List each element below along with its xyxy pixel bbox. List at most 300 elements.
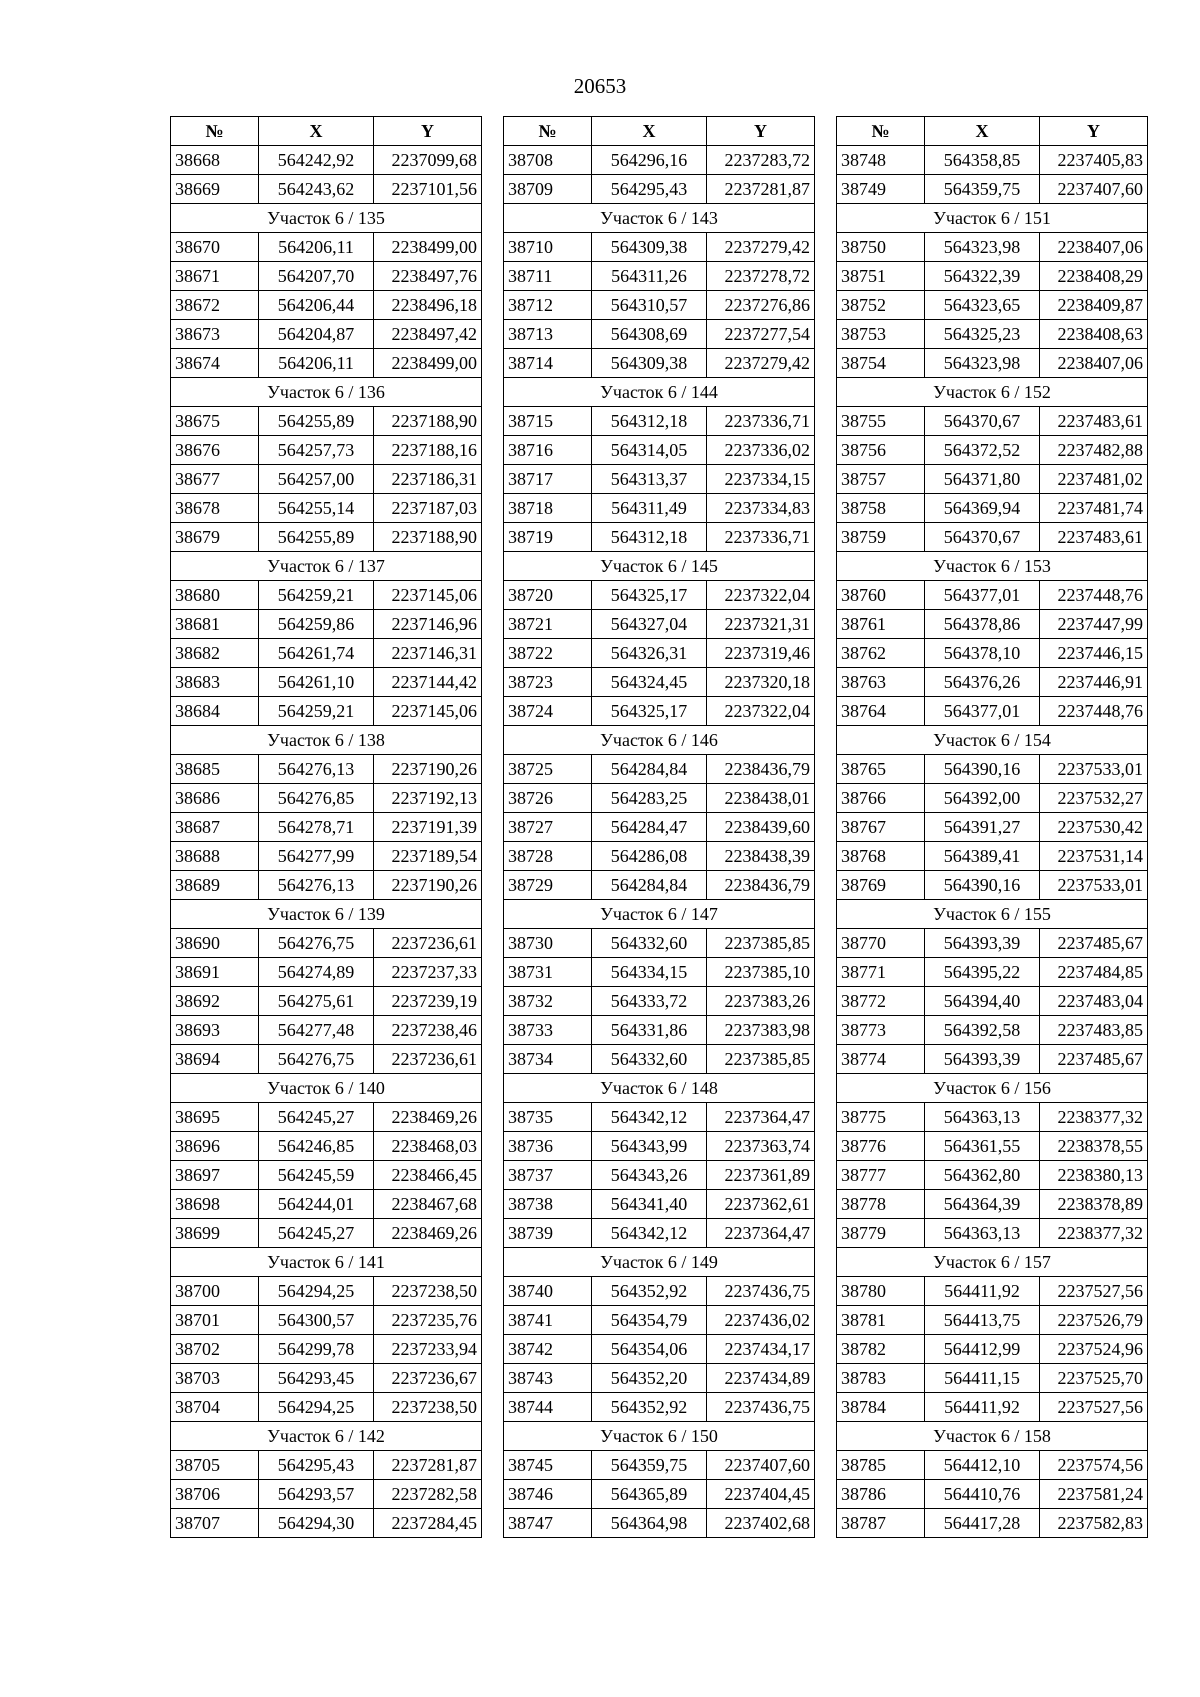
y-coordinate: 2237483,61 bbox=[1040, 523, 1148, 552]
section-title: Участок 6 / 149 bbox=[504, 1248, 815, 1277]
point-number: 38757 bbox=[837, 465, 925, 494]
point-number: 38739 bbox=[504, 1219, 592, 1248]
x-coordinate: 564284,84 bbox=[592, 871, 707, 900]
section-row bbox=[171, 1074, 482, 1103]
point-number: 38705 bbox=[171, 1451, 259, 1480]
table-row bbox=[504, 1045, 815, 1074]
x-coordinate: 564325,17 bbox=[592, 581, 707, 610]
table-row bbox=[504, 987, 815, 1016]
x-coordinate: 564410,76 bbox=[925, 1480, 1040, 1509]
x-coordinate: 564376,26 bbox=[925, 668, 1040, 697]
y-coordinate: 2237436,75 bbox=[707, 1277, 815, 1306]
y-coordinate: 2237238,50 bbox=[374, 1277, 482, 1306]
table-row bbox=[171, 320, 482, 349]
point-number: 38784 bbox=[837, 1393, 925, 1422]
section-row bbox=[504, 726, 815, 755]
x-coordinate: 564412,99 bbox=[925, 1335, 1040, 1364]
point-number: 38747 bbox=[504, 1509, 592, 1538]
point-number: 38765 bbox=[837, 755, 925, 784]
y-coordinate: 2237319,46 bbox=[707, 639, 815, 668]
y-coordinate: 2237236,67 bbox=[374, 1364, 482, 1393]
section-row bbox=[171, 1248, 482, 1277]
table-row bbox=[837, 958, 1148, 987]
point-number: 38709 bbox=[504, 175, 592, 204]
table-row bbox=[171, 465, 482, 494]
point-number: 38718 bbox=[504, 494, 592, 523]
point-number: 38673 bbox=[171, 320, 259, 349]
section-row bbox=[171, 900, 482, 929]
table-row bbox=[171, 1364, 482, 1393]
table-row bbox=[837, 349, 1148, 378]
table-row bbox=[837, 233, 1148, 262]
y-coordinate: 2237284,45 bbox=[374, 1509, 482, 1538]
section-title: Участок 6 / 144 bbox=[504, 378, 815, 407]
x-coordinate: 564394,40 bbox=[925, 987, 1040, 1016]
y-coordinate: 2238438,01 bbox=[707, 784, 815, 813]
x-coordinate: 564326,31 bbox=[592, 639, 707, 668]
y-coordinate: 2238407,06 bbox=[1040, 233, 1148, 262]
table-row bbox=[837, 871, 1148, 900]
x-coordinate: 564331,86 bbox=[592, 1016, 707, 1045]
y-coordinate: 2237191,39 bbox=[374, 813, 482, 842]
table-row bbox=[171, 1480, 482, 1509]
y-coordinate: 2238436,79 bbox=[707, 871, 815, 900]
x-coordinate: 564342,12 bbox=[592, 1219, 707, 1248]
y-coordinate: 2237436,02 bbox=[707, 1306, 815, 1335]
x-coordinate: 564411,92 bbox=[925, 1277, 1040, 1306]
section-title: Участок 6 / 148 bbox=[504, 1074, 815, 1103]
y-coordinate: 2237235,76 bbox=[374, 1306, 482, 1335]
table-row bbox=[504, 1190, 815, 1219]
y-coordinate: 2237446,91 bbox=[1040, 668, 1148, 697]
y-coordinate: 2237188,90 bbox=[374, 407, 482, 436]
x-coordinate: 564370,67 bbox=[925, 523, 1040, 552]
point-number: 38738 bbox=[504, 1190, 592, 1219]
table-header-row bbox=[171, 117, 482, 146]
y-coordinate: 2238469,26 bbox=[374, 1219, 482, 1248]
point-number: 38749 bbox=[837, 175, 925, 204]
table-row bbox=[504, 1132, 815, 1161]
y-coordinate: 2237188,90 bbox=[374, 523, 482, 552]
section-title: Участок 6 / 139 bbox=[171, 900, 482, 929]
point-number: 38781 bbox=[837, 1306, 925, 1335]
point-number: 38759 bbox=[837, 523, 925, 552]
table-row bbox=[837, 842, 1148, 871]
x-coordinate: 564276,85 bbox=[259, 784, 374, 813]
table-row bbox=[504, 1219, 815, 1248]
section-row bbox=[171, 552, 482, 581]
x-coordinate: 564295,43 bbox=[592, 175, 707, 204]
table-row bbox=[504, 1277, 815, 1306]
y-coordinate: 2237187,03 bbox=[374, 494, 482, 523]
section-title: Участок 6 / 145 bbox=[504, 552, 815, 581]
point-number: 38773 bbox=[837, 1016, 925, 1045]
table-row bbox=[171, 610, 482, 639]
point-number: 38736 bbox=[504, 1132, 592, 1161]
x-coordinate: 564296,16 bbox=[592, 146, 707, 175]
point-number: 38688 bbox=[171, 842, 259, 871]
y-coordinate: 2237483,85 bbox=[1040, 1016, 1148, 1045]
x-coordinate: 564343,99 bbox=[592, 1132, 707, 1161]
y-coordinate: 2237279,42 bbox=[707, 233, 815, 262]
table-row bbox=[837, 1306, 1148, 1335]
point-number: 38676 bbox=[171, 436, 259, 465]
point-number: 38721 bbox=[504, 610, 592, 639]
x-coordinate: 564284,84 bbox=[592, 755, 707, 784]
table-row bbox=[171, 1132, 482, 1161]
y-coordinate: 2237530,42 bbox=[1040, 813, 1148, 842]
table-row bbox=[837, 436, 1148, 465]
point-number: 38745 bbox=[504, 1451, 592, 1480]
y-coordinate: 2237101,56 bbox=[374, 175, 482, 204]
table-row bbox=[504, 1393, 815, 1422]
table-row bbox=[504, 1306, 815, 1335]
x-coordinate: 564411,92 bbox=[925, 1393, 1040, 1422]
y-coordinate: 2237385,10 bbox=[707, 958, 815, 987]
table-row bbox=[504, 436, 815, 465]
x-coordinate: 564204,87 bbox=[259, 320, 374, 349]
table-row bbox=[504, 175, 815, 204]
x-coordinate: 564352,92 bbox=[592, 1277, 707, 1306]
point-number: 38768 bbox=[837, 842, 925, 871]
table-row bbox=[837, 668, 1148, 697]
table-row bbox=[504, 581, 815, 610]
table-row bbox=[837, 262, 1148, 291]
point-number: 38746 bbox=[504, 1480, 592, 1509]
point-number: 38678 bbox=[171, 494, 259, 523]
section-title: Участок 6 / 136 bbox=[171, 378, 482, 407]
y-coordinate: 2237436,75 bbox=[707, 1393, 815, 1422]
y-coordinate: 2237336,71 bbox=[707, 523, 815, 552]
x-coordinate: 564311,49 bbox=[592, 494, 707, 523]
x-coordinate: 564286,08 bbox=[592, 842, 707, 871]
table-row bbox=[171, 523, 482, 552]
table-row bbox=[171, 291, 482, 320]
y-coordinate: 2237402,68 bbox=[707, 1509, 815, 1538]
point-number: 38700 bbox=[171, 1277, 259, 1306]
x-coordinate: 564389,41 bbox=[925, 842, 1040, 871]
point-number: 38734 bbox=[504, 1045, 592, 1074]
x-coordinate: 564309,38 bbox=[592, 233, 707, 262]
y-coordinate: 2237279,42 bbox=[707, 349, 815, 378]
y-coordinate: 2238407,06 bbox=[1040, 349, 1148, 378]
x-coordinate: 564312,18 bbox=[592, 407, 707, 436]
y-coordinate: 2237189,54 bbox=[374, 842, 482, 871]
point-number: 38675 bbox=[171, 407, 259, 436]
point-number: 38740 bbox=[504, 1277, 592, 1306]
point-number: 38743 bbox=[504, 1364, 592, 1393]
x-coordinate: 564362,80 bbox=[925, 1161, 1040, 1190]
x-coordinate: 564371,80 bbox=[925, 465, 1040, 494]
table-row bbox=[504, 262, 815, 291]
y-coordinate: 2237363,74 bbox=[707, 1132, 815, 1161]
point-number: 38706 bbox=[171, 1480, 259, 1509]
coordinates-table-3 bbox=[836, 116, 1148, 1538]
y-coordinate: 2237276,86 bbox=[707, 291, 815, 320]
y-coordinate: 2237236,61 bbox=[374, 1045, 482, 1074]
table-row bbox=[837, 581, 1148, 610]
section-row bbox=[504, 900, 815, 929]
point-number: 38770 bbox=[837, 929, 925, 958]
x-coordinate: 564359,75 bbox=[925, 175, 1040, 204]
x-coordinate: 564275,61 bbox=[259, 987, 374, 1016]
point-number: 38772 bbox=[837, 987, 925, 1016]
y-coordinate: 2238377,32 bbox=[1040, 1219, 1148, 1248]
table-row bbox=[171, 958, 482, 987]
header-num: № bbox=[171, 117, 259, 146]
point-number: 38703 bbox=[171, 1364, 259, 1393]
x-coordinate: 564411,15 bbox=[925, 1364, 1040, 1393]
point-number: 38774 bbox=[837, 1045, 925, 1074]
x-coordinate: 564309,38 bbox=[592, 349, 707, 378]
section-title: Участок 6 / 135 bbox=[171, 204, 482, 233]
point-number: 38720 bbox=[504, 581, 592, 610]
coordinates-table-2 bbox=[503, 116, 815, 1538]
table-row bbox=[504, 1480, 815, 1509]
x-coordinate: 564207,70 bbox=[259, 262, 374, 291]
point-number: 38754 bbox=[837, 349, 925, 378]
table-row bbox=[504, 465, 815, 494]
x-coordinate: 564278,71 bbox=[259, 813, 374, 842]
y-coordinate: 2237483,04 bbox=[1040, 987, 1148, 1016]
point-number: 38696 bbox=[171, 1132, 259, 1161]
y-coordinate: 2237336,71 bbox=[707, 407, 815, 436]
table-row bbox=[171, 639, 482, 668]
y-coordinate: 2237145,06 bbox=[374, 581, 482, 610]
table-row bbox=[171, 1161, 482, 1190]
table-row bbox=[837, 987, 1148, 1016]
section-title: Участок 6 / 151 bbox=[837, 204, 1148, 233]
y-coordinate: 2237405,83 bbox=[1040, 146, 1148, 175]
point-number: 38762 bbox=[837, 639, 925, 668]
section-row bbox=[837, 726, 1148, 755]
header-y: Y bbox=[374, 117, 482, 146]
table-row bbox=[171, 1306, 482, 1335]
x-coordinate: 564276,75 bbox=[259, 1045, 374, 1074]
table-row bbox=[837, 813, 1148, 842]
point-number: 38780 bbox=[837, 1277, 925, 1306]
x-coordinate: 564314,05 bbox=[592, 436, 707, 465]
x-coordinate: 564261,74 bbox=[259, 639, 374, 668]
point-number: 38766 bbox=[837, 784, 925, 813]
point-number: 38779 bbox=[837, 1219, 925, 1248]
point-number: 38697 bbox=[171, 1161, 259, 1190]
y-coordinate: 2237145,06 bbox=[374, 697, 482, 726]
table-row bbox=[837, 1016, 1148, 1045]
point-number: 38717 bbox=[504, 465, 592, 494]
point-number: 38742 bbox=[504, 1335, 592, 1364]
y-coordinate: 2237320,18 bbox=[707, 668, 815, 697]
header-y: Y bbox=[707, 117, 815, 146]
section-title: Участок 6 / 150 bbox=[504, 1422, 815, 1451]
x-coordinate: 564365,89 bbox=[592, 1480, 707, 1509]
point-number: 38722 bbox=[504, 639, 592, 668]
point-number: 38776 bbox=[837, 1132, 925, 1161]
x-coordinate: 564354,79 bbox=[592, 1306, 707, 1335]
x-coordinate: 564363,13 bbox=[925, 1219, 1040, 1248]
table-row bbox=[171, 1335, 482, 1364]
x-coordinate: 564372,52 bbox=[925, 436, 1040, 465]
y-coordinate: 2237144,42 bbox=[374, 668, 482, 697]
table-row bbox=[171, 929, 482, 958]
x-coordinate: 564259,21 bbox=[259, 581, 374, 610]
table-row bbox=[837, 175, 1148, 204]
point-number: 38683 bbox=[171, 668, 259, 697]
table-row bbox=[171, 697, 482, 726]
x-coordinate: 564342,12 bbox=[592, 1103, 707, 1132]
table-row bbox=[837, 1509, 1148, 1538]
section-row bbox=[837, 378, 1148, 407]
x-coordinate: 564334,15 bbox=[592, 958, 707, 987]
y-coordinate: 2237533,01 bbox=[1040, 755, 1148, 784]
point-number: 38679 bbox=[171, 523, 259, 552]
table-row bbox=[171, 1103, 482, 1132]
x-coordinate: 564261,10 bbox=[259, 668, 374, 697]
table-row bbox=[504, 610, 815, 639]
point-number: 38708 bbox=[504, 146, 592, 175]
x-coordinate: 564325,17 bbox=[592, 697, 707, 726]
table-row bbox=[504, 1016, 815, 1045]
section-title: Участок 6 / 147 bbox=[504, 900, 815, 929]
y-coordinate: 2237322,04 bbox=[707, 697, 815, 726]
section-title: Участок 6 / 141 bbox=[171, 1248, 482, 1277]
y-coordinate: 2237237,33 bbox=[374, 958, 482, 987]
y-coordinate: 2237099,68 bbox=[374, 146, 482, 175]
y-coordinate: 2237482,88 bbox=[1040, 436, 1148, 465]
y-coordinate: 2237190,26 bbox=[374, 755, 482, 784]
point-number: 38728 bbox=[504, 842, 592, 871]
x-coordinate: 564392,00 bbox=[925, 784, 1040, 813]
table-row bbox=[171, 146, 482, 175]
y-coordinate: 2237581,24 bbox=[1040, 1480, 1148, 1509]
x-coordinate: 564276,13 bbox=[259, 871, 374, 900]
table-row bbox=[837, 1335, 1148, 1364]
point-number: 38767 bbox=[837, 813, 925, 842]
point-number: 38755 bbox=[837, 407, 925, 436]
point-number: 38751 bbox=[837, 262, 925, 291]
table-row bbox=[171, 813, 482, 842]
point-number: 38714 bbox=[504, 349, 592, 378]
table-row bbox=[504, 407, 815, 436]
table-row bbox=[837, 320, 1148, 349]
table-row bbox=[171, 494, 482, 523]
point-number: 38730 bbox=[504, 929, 592, 958]
table-row bbox=[837, 697, 1148, 726]
point-number: 38698 bbox=[171, 1190, 259, 1219]
x-coordinate: 564325,23 bbox=[925, 320, 1040, 349]
y-coordinate: 2237192,13 bbox=[374, 784, 482, 813]
point-number: 38787 bbox=[837, 1509, 925, 1538]
x-coordinate: 564393,39 bbox=[925, 1045, 1040, 1074]
table-row bbox=[504, 1364, 815, 1393]
y-coordinate: 2237238,50 bbox=[374, 1393, 482, 1422]
table-row bbox=[171, 842, 482, 871]
point-number: 38685 bbox=[171, 755, 259, 784]
point-number: 38670 bbox=[171, 233, 259, 262]
x-coordinate: 564246,85 bbox=[259, 1132, 374, 1161]
table-row bbox=[837, 1219, 1148, 1248]
x-coordinate: 564323,65 bbox=[925, 291, 1040, 320]
table-row bbox=[837, 929, 1148, 958]
x-coordinate: 564277,99 bbox=[259, 842, 374, 871]
x-coordinate: 564393,39 bbox=[925, 929, 1040, 958]
x-coordinate: 564245,27 bbox=[259, 1103, 374, 1132]
x-coordinate: 564370,67 bbox=[925, 407, 1040, 436]
point-number: 38761 bbox=[837, 610, 925, 639]
y-coordinate: 2237278,72 bbox=[707, 262, 815, 291]
table-row bbox=[504, 523, 815, 552]
y-coordinate: 2237527,56 bbox=[1040, 1393, 1148, 1422]
y-coordinate: 2237190,26 bbox=[374, 871, 482, 900]
x-coordinate: 564257,73 bbox=[259, 436, 374, 465]
section-title: Участок 6 / 155 bbox=[837, 900, 1148, 929]
table-row bbox=[837, 407, 1148, 436]
section-row bbox=[837, 1074, 1148, 1103]
x-coordinate: 564417,28 bbox=[925, 1509, 1040, 1538]
x-coordinate: 564274,89 bbox=[259, 958, 374, 987]
y-coordinate: 2237146,96 bbox=[374, 610, 482, 639]
y-coordinate: 2237531,14 bbox=[1040, 842, 1148, 871]
table-row bbox=[837, 1132, 1148, 1161]
x-coordinate: 564361,55 bbox=[925, 1132, 1040, 1161]
point-number: 38693 bbox=[171, 1016, 259, 1045]
section-row bbox=[171, 726, 482, 755]
y-coordinate: 2237448,76 bbox=[1040, 581, 1148, 610]
x-coordinate: 564300,57 bbox=[259, 1306, 374, 1335]
section-row bbox=[837, 1422, 1148, 1451]
point-number: 38782 bbox=[837, 1335, 925, 1364]
x-coordinate: 564245,59 bbox=[259, 1161, 374, 1190]
table-row bbox=[504, 291, 815, 320]
table-row bbox=[171, 581, 482, 610]
x-coordinate: 564277,48 bbox=[259, 1016, 374, 1045]
x-coordinate: 564294,25 bbox=[259, 1393, 374, 1422]
section-row bbox=[504, 204, 815, 233]
point-number: 38674 bbox=[171, 349, 259, 378]
point-number: 38775 bbox=[837, 1103, 925, 1132]
y-coordinate: 2237434,17 bbox=[707, 1335, 815, 1364]
y-coordinate: 2238497,76 bbox=[374, 262, 482, 291]
header-x: X bbox=[592, 117, 707, 146]
y-coordinate: 2238409,87 bbox=[1040, 291, 1148, 320]
section-row bbox=[504, 1074, 815, 1103]
x-coordinate: 564352,20 bbox=[592, 1364, 707, 1393]
point-number: 38778 bbox=[837, 1190, 925, 1219]
y-coordinate: 2237532,27 bbox=[1040, 784, 1148, 813]
section-title: Участок 6 / 154 bbox=[837, 726, 1148, 755]
x-coordinate: 564395,22 bbox=[925, 958, 1040, 987]
x-coordinate: 564390,16 bbox=[925, 871, 1040, 900]
table-row bbox=[171, 1277, 482, 1306]
x-coordinate: 564358,85 bbox=[925, 146, 1040, 175]
table-row bbox=[171, 784, 482, 813]
x-coordinate: 564244,01 bbox=[259, 1190, 374, 1219]
y-coordinate: 2237383,98 bbox=[707, 1016, 815, 1045]
y-coordinate: 2237447,99 bbox=[1040, 610, 1148, 639]
y-coordinate: 2237282,58 bbox=[374, 1480, 482, 1509]
y-coordinate: 2238438,39 bbox=[707, 842, 815, 871]
point-number: 38785 bbox=[837, 1451, 925, 1480]
y-coordinate: 2237233,94 bbox=[374, 1335, 482, 1364]
section-row bbox=[837, 1248, 1148, 1277]
point-number: 38716 bbox=[504, 436, 592, 465]
x-coordinate: 564257,00 bbox=[259, 465, 374, 494]
point-number: 38764 bbox=[837, 697, 925, 726]
x-coordinate: 564312,18 bbox=[592, 523, 707, 552]
table-row bbox=[171, 1190, 482, 1219]
table-row bbox=[837, 784, 1148, 813]
x-coordinate: 564413,75 bbox=[925, 1306, 1040, 1335]
